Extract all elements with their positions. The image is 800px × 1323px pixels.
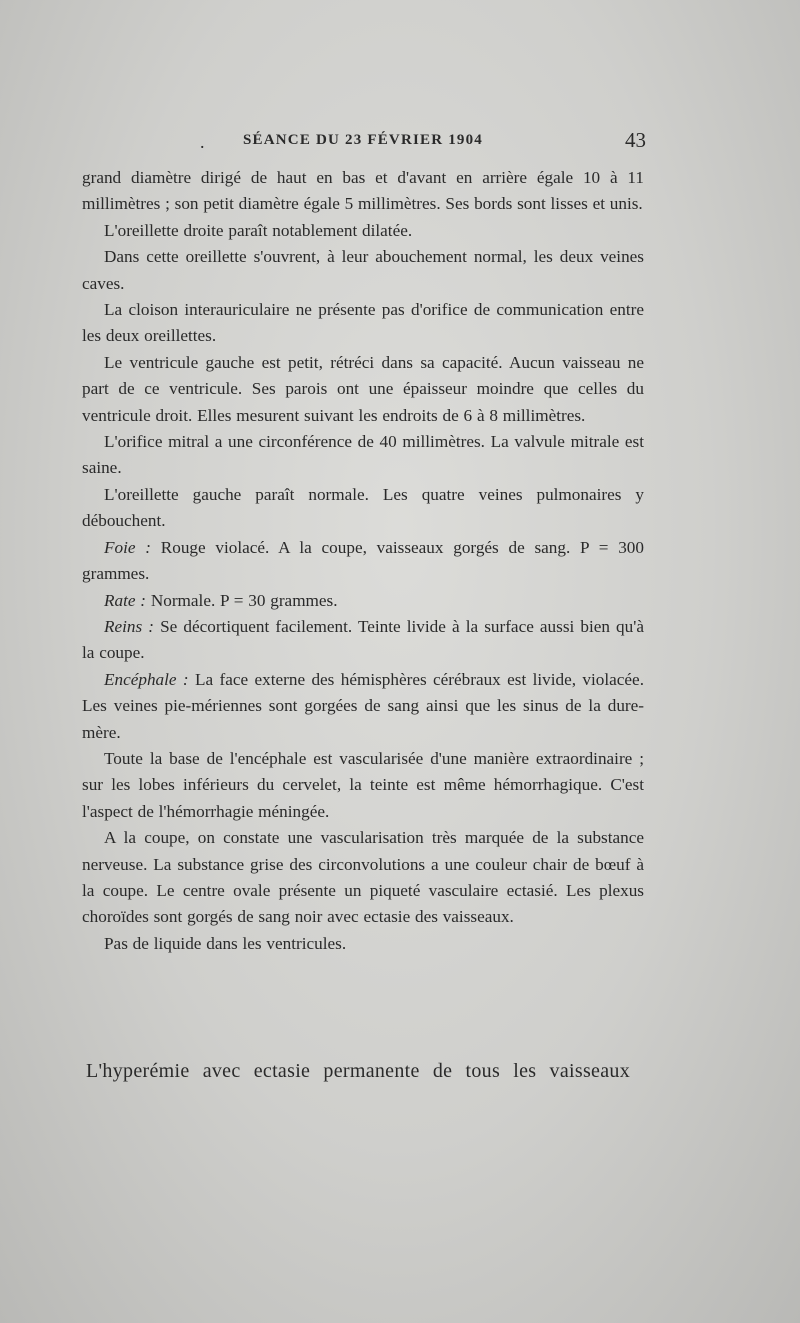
paragraph-encephale: Encéphale : La face externe des hémisphères cérébraux est livide, violacée. Les veines pie-mériennes sont gorgées de sang ainsi que les sinus de la dure-mère. bbox=[82, 669, 644, 742]
paragraph-1: grand diamètre dirigé de haut en bas et d'avant en arrière égale 10 à 11 millimètres ; son petit diamètre égale 5 millimètres. Ses bords sont lisses et unis. bbox=[82, 168, 644, 214]
paragraph-4: La cloison interauriculaire ne présente pas d'orifice de communication entre les deux oreillettes. bbox=[82, 300, 644, 346]
paragraph-12: Toute la base de l'encéphale est vascularisée d'une manière extraordinaire ; sur les lobes inférieurs du cervelet, la teinte est même hémorrhagique. C'est l'aspect de l'hémorrhagie méningée. bbox=[82, 748, 644, 821]
paragraph-6: L'orifice mitral a une circonférence de 40 millimètres. La valvule mitrale est saine. bbox=[82, 432, 644, 478]
header-title: SÉANCE DU 23 FÉVRIER 1904 bbox=[242, 132, 484, 148]
paragraph-reins: Reins : Se décortiquent facilement. Teinte livide à la surface aussi bien qu'à la coupe. bbox=[82, 616, 644, 663]
label-rate: Rate : bbox=[104, 590, 147, 610]
label-foie: Foie : bbox=[104, 537, 151, 557]
body-text bbox=[82, 165, 644, 957]
label-encephale: Encéphale : bbox=[104, 669, 189, 689]
paragraph-2: L'oreillette droite paraît notablement dilatée. bbox=[104, 220, 413, 240]
final-line: L'hyperémie avec ectasie permanente de tous les vaisseaux bbox=[86, 1060, 630, 1082]
paragraph-5: Le ventricule gauche est petit, rétréci dans sa capacité. Aucun vaisseau ne part de ce ventricule. Ses parois ont une épaisseur moindre que celles du ventricule droit. Elles mesurent suivant les endroits de 6 à 8 millimètres. bbox=[82, 352, 644, 425]
label-reins: Reins : bbox=[104, 616, 154, 636]
running-header bbox=[80, 128, 646, 158]
paragraph-13: A la coupe, on constate une vascularisation très marquée de la substance nerveuse. La substance grise des circonvolutions a une couleur chair de bœuf à la coupe. Le centre ovale présente un piqueté vasculaire ectasié. Les plexus choroïdes sont gorgés de sang noir avec ectasie des vaisseaux. bbox=[82, 828, 644, 927]
page-number: 43 bbox=[625, 128, 646, 152]
paragraph-14: Pas de liquide dans les ventricules. bbox=[104, 933, 347, 953]
paragraph-3: Dans cette oreillette s'ouvrent, à leur abouchement normal, les deux veines caves. bbox=[82, 247, 644, 293]
header-dot: . bbox=[200, 132, 205, 152]
paragraph-rate: Rate : Normale. P = 30 grammes. bbox=[104, 590, 338, 610]
paragraph-7: L'oreillette gauche paraît normale. Les quatre veines pulmonaires y débouchent. bbox=[82, 484, 644, 531]
paragraph-foie: Foie : Rouge violacé. A la coupe, vaisseaux gorgés de sang. P = 300 grammes. bbox=[82, 537, 644, 584]
